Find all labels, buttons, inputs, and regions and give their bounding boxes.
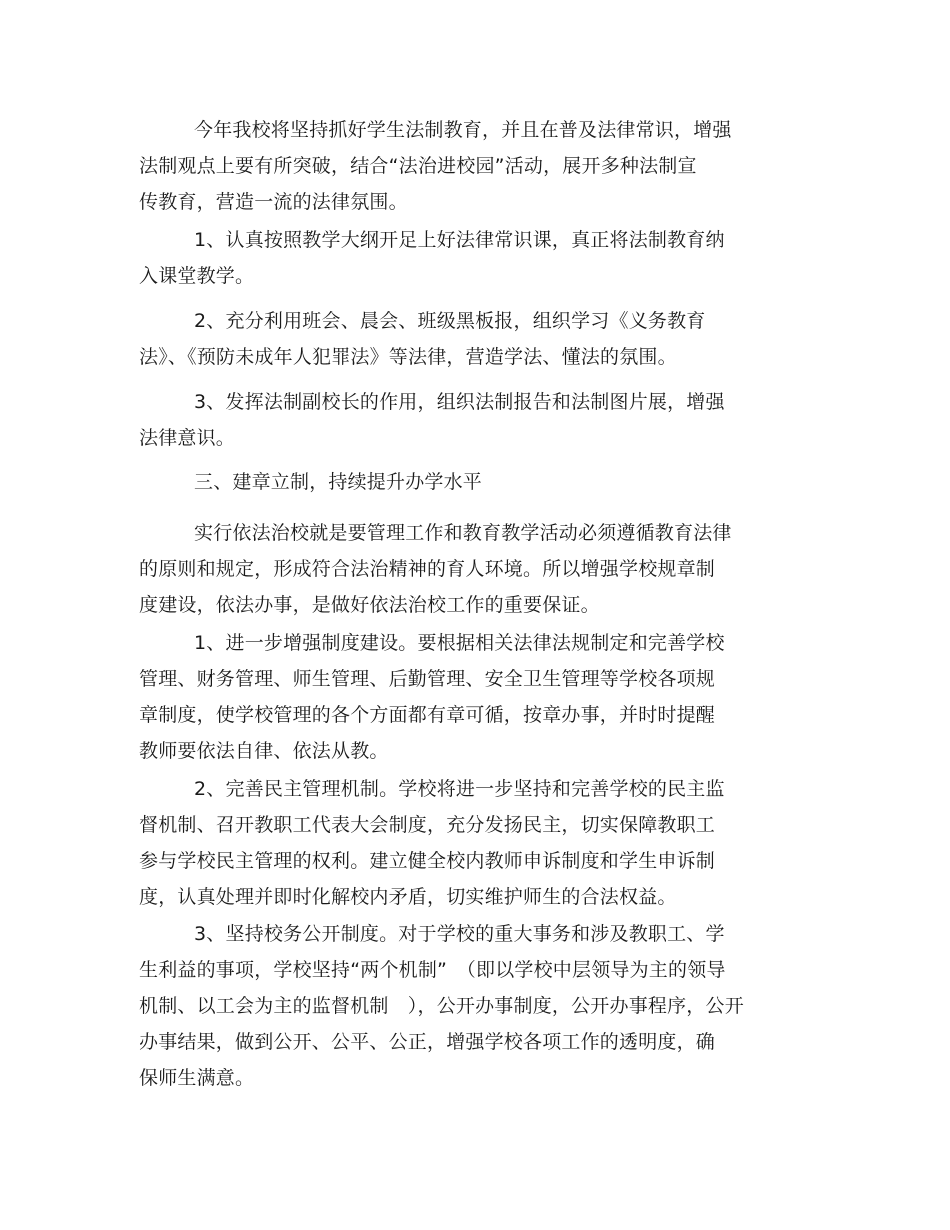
- text-line: 参与学校民主管理的权利。建立健全校内教师申诉制度和学生申诉制: [139, 850, 716, 872]
- text-line: 保师生满意。: [139, 1067, 255, 1089]
- text-line: 法》、《预防未成年人犯罪法》等法律，营造学法、懂法的氛围。: [139, 346, 677, 368]
- text-line: 法制观点上要有所突破，结合“法治进校园”活动，展开多种法制宣: [139, 155, 697, 177]
- paragraph-section-intro: [139, 515, 732, 623]
- paragraph-item-1: [139, 222, 725, 294]
- paragraph-section-item-3: [139, 916, 744, 1096]
- text-line: 3、坚持校务公开制度。对于学校的重大事务和涉及教职工、学: [194, 923, 725, 945]
- text-line: 办事结果，做到公开、公平、公正，增强学校各项工作的透明度，确: [139, 1031, 716, 1053]
- text-line: 传教育，营造一流的法律氛围。: [139, 191, 408, 213]
- text-line: 度建设，依法办事，是做好依法治校工作的重要保证。: [139, 594, 600, 616]
- section-heading: [139, 464, 482, 500]
- text-line: 机制、以工会为主的监督机制 ），公开办事制度，公开办事程序，公开: [139, 995, 744, 1017]
- text-line: 入课堂教学。: [139, 265, 255, 287]
- text-line: 章制度，使学校管理的各个方面都有章可循，按章办事，并时时提醒: [139, 704, 716, 726]
- text-line: 度，认真处理并即时化解校内矛盾，切实维护师生的合法权益。: [139, 886, 677, 908]
- text-line: 3、发挥法制副校长的作用，组织法制报告和法制图片展，增强: [194, 391, 725, 413]
- text-line: 管理、财务管理、师生管理、后勤管理、安全卫生管理等学校各项规: [139, 668, 716, 690]
- text-line: 法律意识。: [139, 427, 236, 449]
- section-heading-text: 三、建章立制，持续提升办学水平: [194, 471, 483, 493]
- text-line: 2、充分利用班会、晨会、班级黑板报，组织学习《义务教育: [194, 310, 706, 332]
- text-line: 1、认真按照教学大纲开足上好法律常识课，真正将法制教育纳: [194, 229, 725, 251]
- text-line: 1、进一步增强制度建设。要根据相关法律法规制定和完善学校: [194, 632, 725, 654]
- text-line: 实行依法治校就是要管理工作和教育教学活动必须遵循教育法律: [194, 522, 732, 544]
- paragraph-intro: [139, 112, 732, 220]
- paragraph-item-3: [139, 384, 725, 456]
- text-line: 生利益的事项，学校坚持“两个机制” （即以学校中层领导为主的领导: [139, 959, 726, 981]
- paragraph-section-item-2: [139, 771, 725, 915]
- text-line: 2、完善民主管理机制。学校将进一步坚持和完善学校的民主监: [194, 778, 725, 800]
- text-line: 今年我校将坚持抓好学生法制教育，并且在普及法律常识，增强: [194, 119, 732, 141]
- text-line: 教师要依法自律、依法从教。: [139, 740, 389, 762]
- paragraph-section-item-1: [139, 625, 725, 769]
- text-line: 的原则和规定，形成符合法治精神的育人环境。所以增强学校规章制: [139, 558, 716, 580]
- paragraph-item-2: [139, 303, 706, 375]
- text-line: 督机制、召开教职工代表大会制度，充分发扬民主，切实保障教职工: [139, 814, 716, 836]
